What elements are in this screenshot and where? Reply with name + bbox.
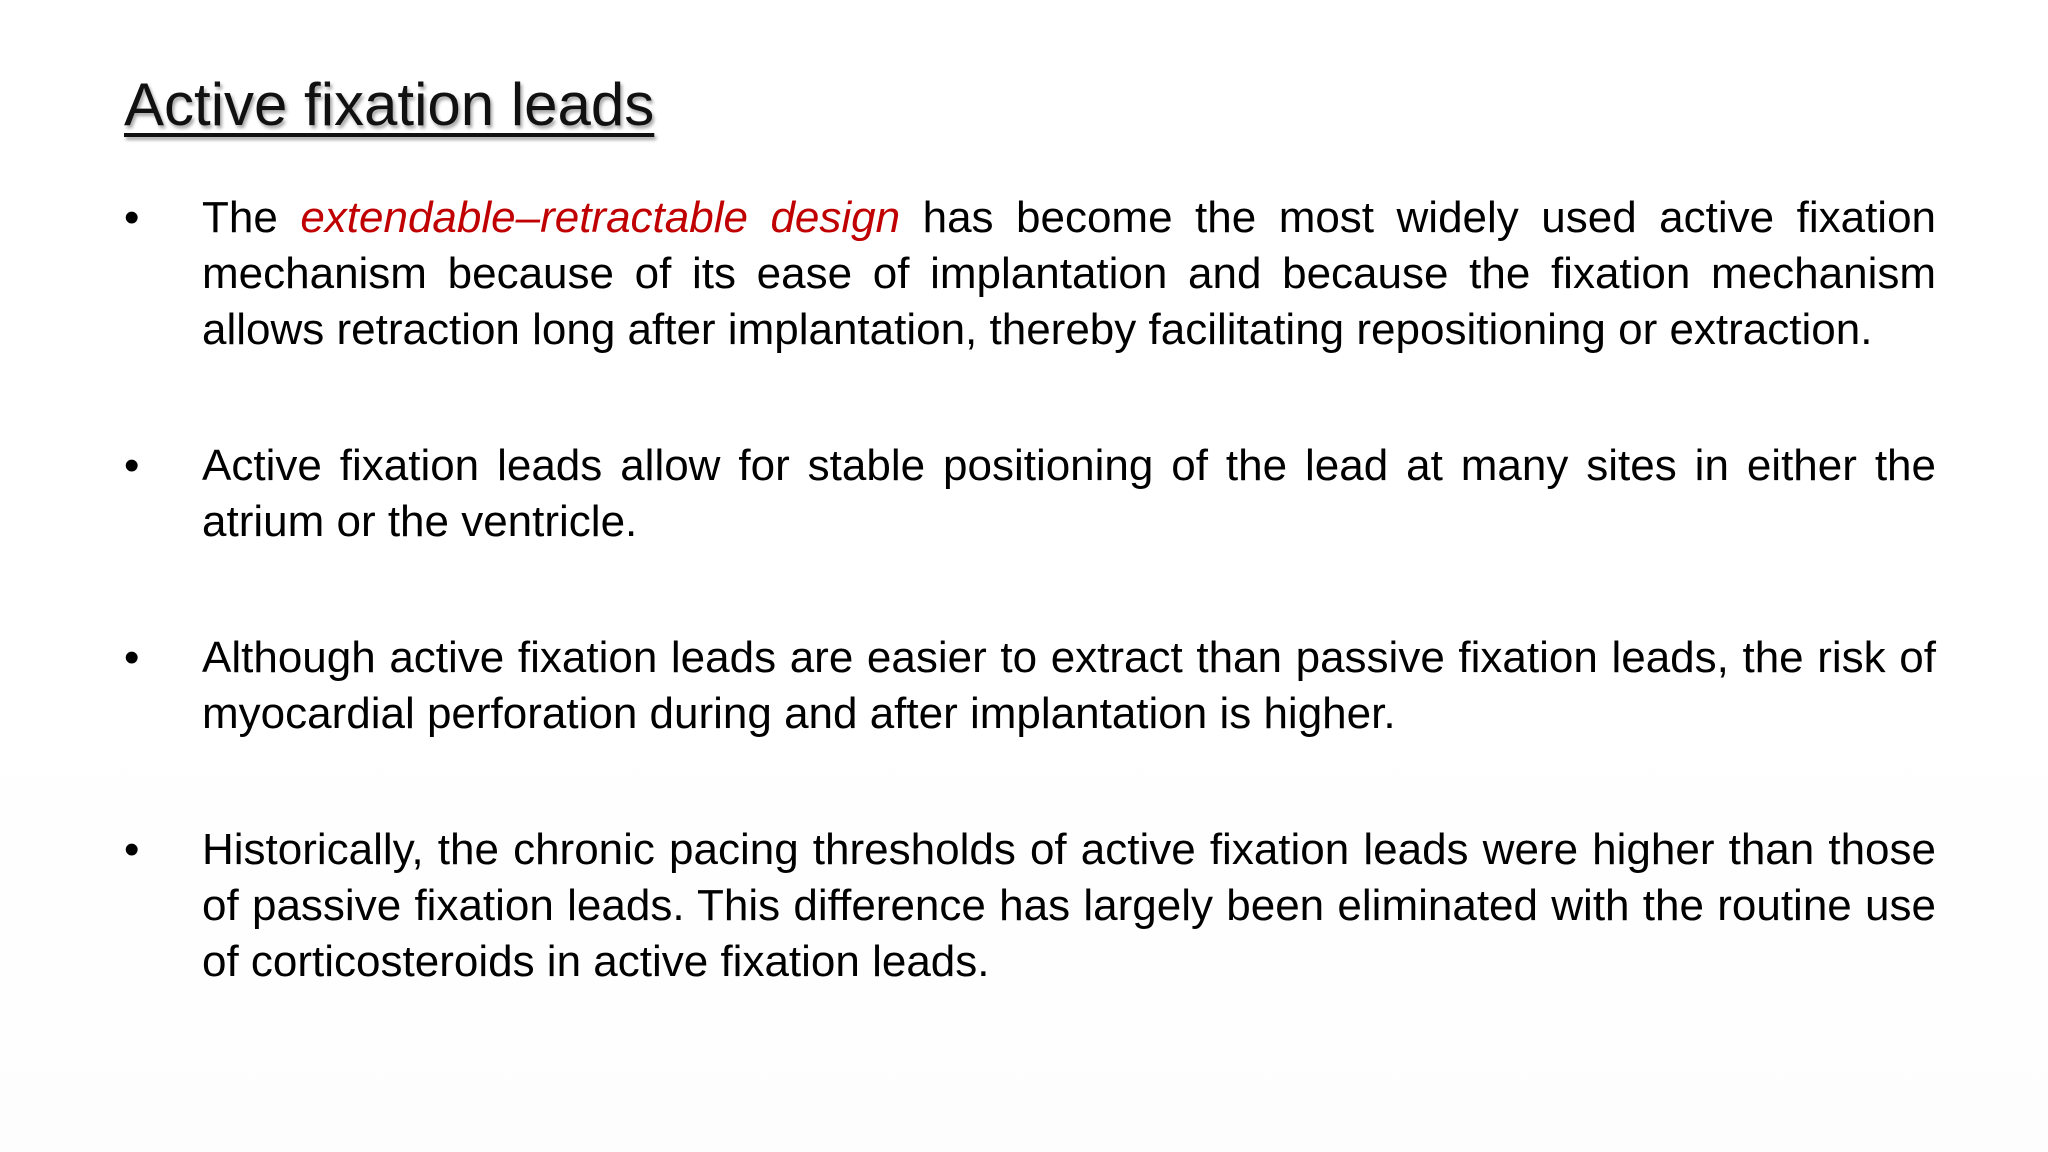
bullet-list (124, 190, 1936, 1070)
bullet-text-prefix: The (202, 193, 301, 242)
bullet-icon: • (124, 633, 140, 682)
bullet-icon: • (124, 441, 140, 490)
bullet-item (124, 190, 1936, 358)
bullet-item (124, 822, 1936, 990)
bullet-text: Although active fixation leads are easier to extract than passive fixation leads, the risk of myocardial perforation during and after implantation is higher. (202, 633, 1936, 738)
bullet-icon: • (124, 825, 140, 874)
bullet-text: Active fixation leads allow for stable positioning of the lead at many sites in either the atrium or the ventricle. (202, 441, 1936, 546)
highlighted-term: extendable–retractable design (300, 193, 901, 242)
bullet-text: has become the most widely used active fixation mechanism because of its ease of implantation and because the fixation mechanism allows retraction long after implantation, thereby facilitating repositioning or extraction. (202, 193, 1937, 354)
bullet-item (124, 438, 1936, 550)
bullet-text: Historically, the chronic pacing thresholds of active fixation leads were higher than those of passive fixation leads. This difference has largely been eliminated with the routine use of corticosteroids in active fixation leads. (202, 825, 1936, 986)
bullet-item (124, 630, 1936, 742)
slide-title: Active fixation leads (124, 71, 655, 138)
bullet-icon: • (124, 193, 140, 242)
